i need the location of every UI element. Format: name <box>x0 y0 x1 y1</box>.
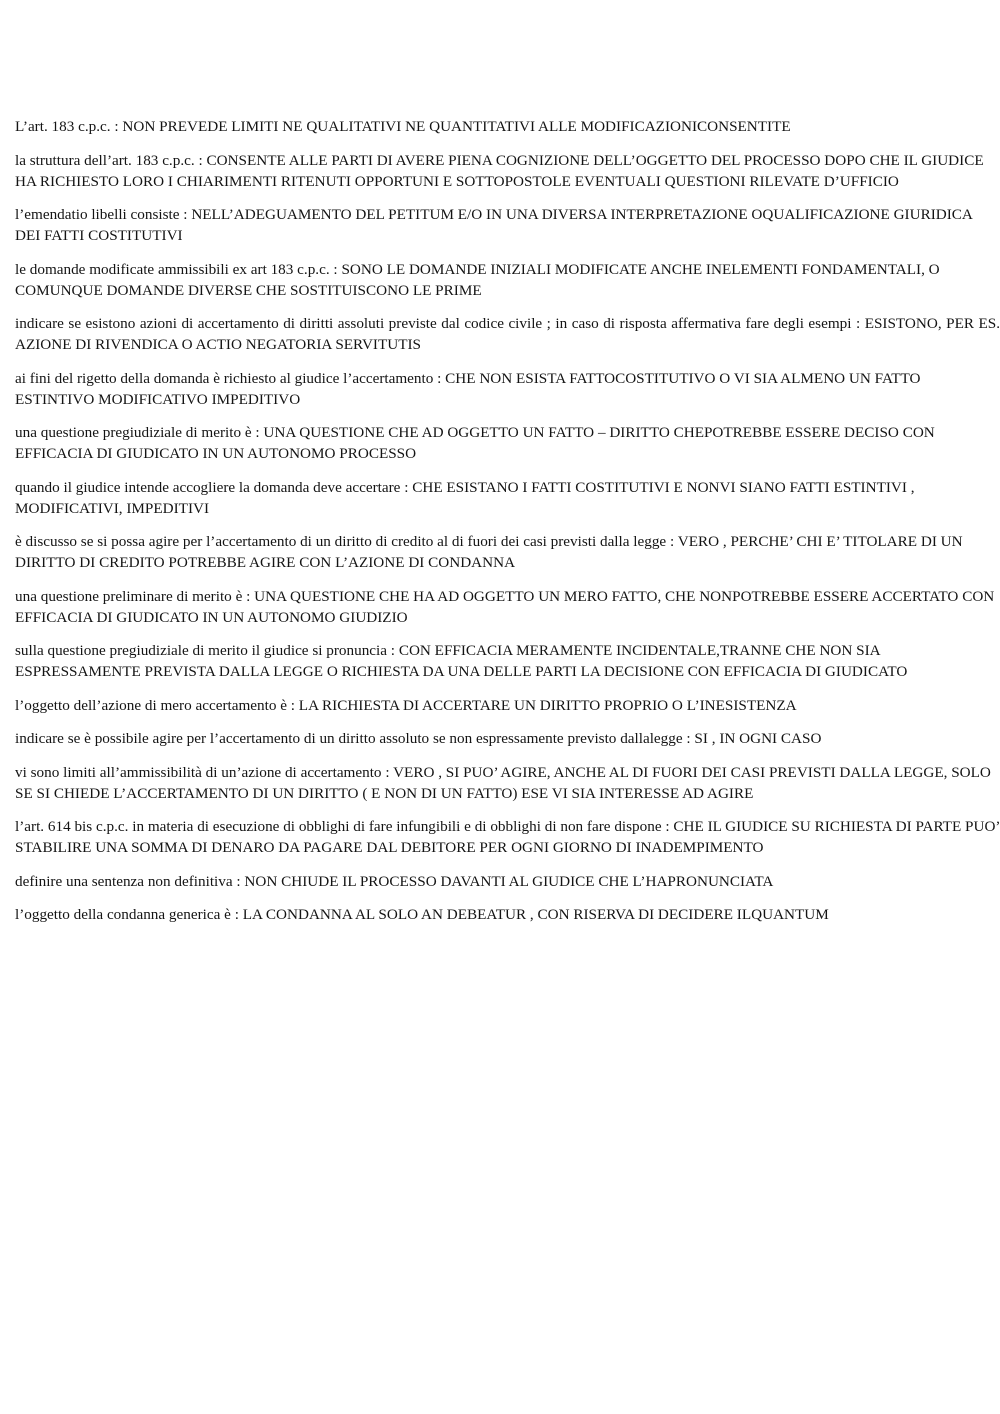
answer-text: NON PREVEDE LIMITI NE QUALITATIVI NE QUANTITATIVI ALLE MODIFICAZIONICONSENTITE <box>122 118 791 135</box>
question-text: indicare se esistono azioni di accertamento di diritti assoluti previste dal codice civile ; in caso di risposta affermativa fare degli esempi : <box>15 315 861 332</box>
qa-item <box>15 368 1000 410</box>
answer-text: VERO , PERCHE’ CHI E’ TITOLARE DI UN DIRITTO DI CREDITO POTREBBE AGIRE CON L’AZIONE DI CONDANNA <box>15 533 963 571</box>
qa-item <box>15 150 1000 192</box>
qa-item <box>15 640 1000 682</box>
question-text: l’art. 614 bis c.p.c. in materia di esecuzione di obblighi di fare infungibili e di obblighi di non fare dispone : <box>15 818 670 835</box>
answer-text: CONSENTE ALLE PARTI DI AVERE PIENA COGNIZIONE DELL’OGGETTO DEL PROCESSO DOPO CHE IL GIUDICE HA RICHIESTO LORO I CHIARIMENTI RITENUTI OPPORTUNI E SOTTOPOSTOLE EVENTUALI QUESTIONI RILEVATE D’UFFICIO <box>15 151 984 190</box>
qa-item <box>15 531 1000 573</box>
question-text: è discusso se si possa agire per l’accertamento di un diritto di credito al di fuori dei casi previsti dalla legge : <box>15 533 675 550</box>
qa-item <box>15 313 1000 355</box>
question-text: sulla questione pregiudiziale di merito il giudice si pronuncia : <box>15 642 396 659</box>
qa-item <box>15 422 1000 464</box>
question-text: l’oggetto della condanna generica è : <box>15 906 239 923</box>
answer-text: SONO LE DOMANDE INIZIALI MODIFICATE ANCHE INELEMENTI FONDAMENTALI, O COMUNQUE DOMANDE DIVERSE CHE SOSTITUISCONO LE PRIME <box>15 260 940 299</box>
answer-text: NELL’ADEGUAMENTO DEL PETITUM E/O IN UNA DIVERSA INTERPRETAZIONE OQUALIFICAZIONE GIURIDICA DEI FATTI COSTITUTIVI <box>15 206 973 244</box>
answer-text: UNA QUESTIONE CHE HA AD OGGETTO UN MERO FATTO, CHE NONPOTREBBE ESSERE ACCERTATO CON EFFICACIA DI GIUDICATO IN UN AUTONOMO GIUDIZIO <box>15 587 995 626</box>
qa-item <box>15 728 1000 749</box>
answer-text: CON EFFICACIA MERAMENTE INCIDENTALE,TRANNE CHE NON SIA ESPRESSAMENTE PREVISTA DALLA LEGGE O RICHIESTA DA UNA DELLE PARTI LA DECISIONE CON EFFICACIA DI GIUDICATO <box>15 642 908 680</box>
question-text: la struttura dell’art. 183 c.p.c. : <box>15 151 203 169</box>
qa-item <box>15 204 1000 246</box>
question-text: quando il giudice intende accogliere la domanda deve accertare : <box>15 478 409 496</box>
question-text: una questione preliminare di merito è : <box>15 587 251 605</box>
answer-text: UNA QUESTIONE CHE AD OGGETTO UN FATTO – DIRITTO CHEPOTREBBE ESSERE DECISO CON EFFICACIA DI GIUDICATO IN UN AUTONOMO PROCESSO <box>15 424 935 462</box>
qa-item <box>15 695 1000 716</box>
question-text: ai fini del rigetto della domanda è richiesto al giudice l’accertamento : <box>15 369 442 387</box>
answer-text: ESISTONO, PER ES. AZIONE DI RIVENDICA O ACTIO NEGATORIA SERVITUTIS <box>15 315 1000 353</box>
qa-item <box>15 116 1000 137</box>
question-text: vi sono limiti all’ammissibilità di un’azione di accertamento : <box>15 763 390 781</box>
qa-item <box>15 259 1000 301</box>
answer-text: LA CONDANNA AL SOLO AN DEBEATUR , CON RISERVA DI DECIDERE ILQUANTUM <box>242 906 829 923</box>
question-text: L’art. 183 c.p.c. : <box>15 118 119 135</box>
answer-text: CHE ESISTANO I FATTI COSTITUTIVI E NONVI SIANO FATTI ESTINTIVI , MODIFICATIVI, IMPEDITIVI <box>15 478 915 517</box>
qa-item <box>15 871 1000 892</box>
question-text: indicare se è possibile agire per l’accertamento di un diritto assoluto se non espressamente previsto dallalegge : <box>15 730 691 747</box>
qa-item <box>15 904 1000 925</box>
qa-item <box>15 586 1000 628</box>
answer-text: LA RICHIESTA DI ACCERTARE UN DIRITTO PROPRIO O L’INESISTENZA <box>298 696 797 714</box>
qa-item <box>15 762 1000 804</box>
answer-text: CHE NON ESISTA FATTOCOSTITUTIVO O VI SIA ALMENO UN FATTO ESTINTIVO MODIFICATIVO IMPEDITIVO <box>15 369 921 408</box>
answer-text: SI , IN OGNI CASO <box>694 730 822 747</box>
question-text: l’emendatio libelli consiste : <box>15 206 188 223</box>
answer-text: NON CHIUDE IL PROCESSO DAVANTI AL GIUDICE CHE L’HAPRONUNCIATA <box>244 872 774 890</box>
qa-item <box>15 816 1000 858</box>
answer-text: CHE IL GIUDICE SU RICHIESTA DI PARTE PUO’ STABILIRE UNA SOMMA DI DENARO DA PAGARE DAL DEBITORE PER OGNI GIORNO DI INADEMPIMENTO <box>15 818 1000 856</box>
qa-item <box>15 477 1000 519</box>
answer-text: VERO , SI PUO’ AGIRE, ANCHE AL DI FUORI DEI CASI PREVISTI DALLA LEGGE, SOLO SE SI CHIEDE L’ACCERTAMENTO DI UN DIRITTO ( E NON DI UN FATTO) ESE VI SIA INTERESSE AD AGIRE <box>15 763 991 802</box>
question-text: definire una sentenza non definitiva : <box>15 872 241 890</box>
question-text: una questione pregiudiziale di merito è : <box>15 424 260 441</box>
question-text: l’oggetto dell’azione di mero accertamento è : <box>15 696 295 714</box>
document-page <box>15 116 1000 938</box>
question-text: le domande modificate ammissibili ex art 183 c.p.c. : <box>15 260 338 278</box>
